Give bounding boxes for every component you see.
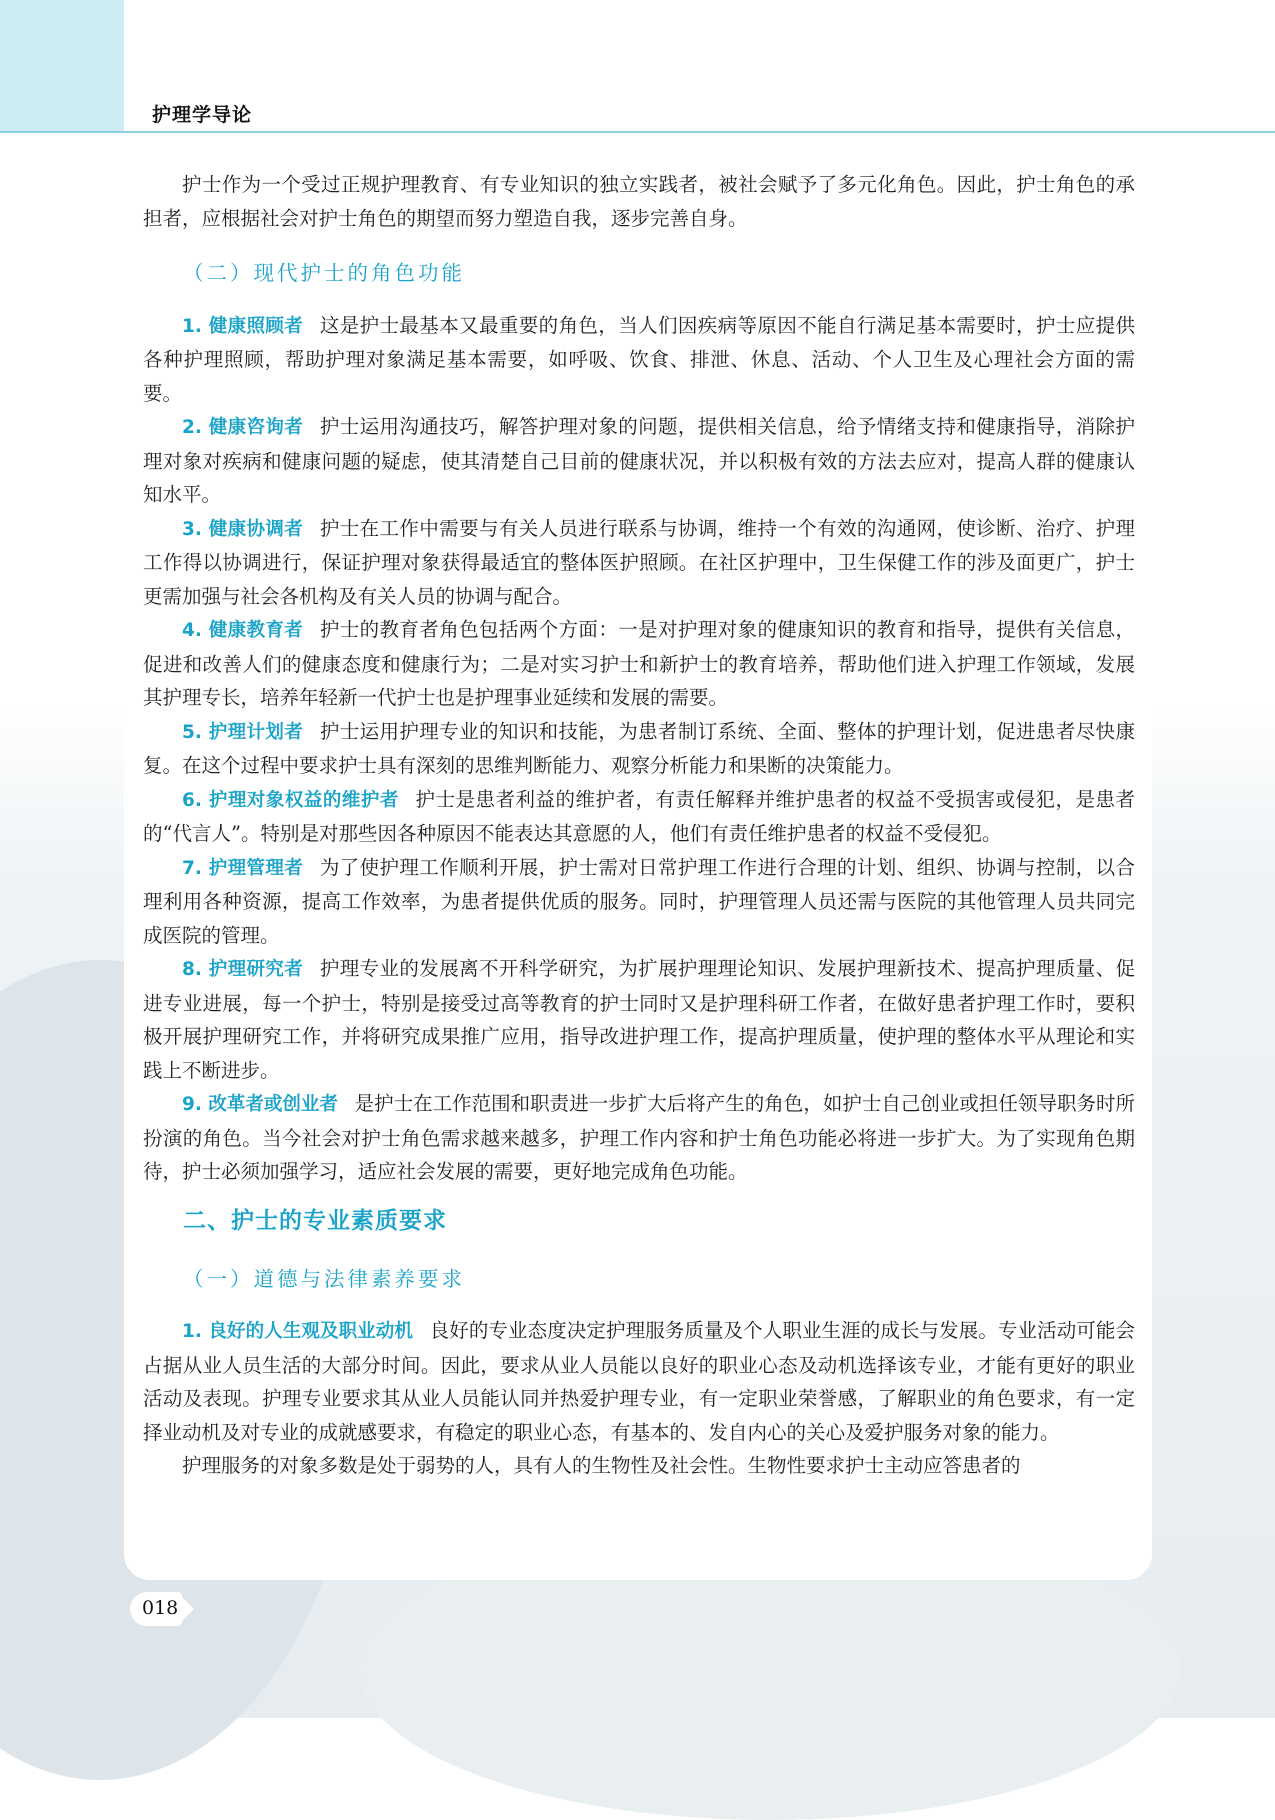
role-item-text: 护士在工作中需要与有关人员进行联系与协调，维持一个有效的沟通网，使诊断、治疗、护理工作得以协调进行，保证护理对象获得最适宜的整体医护照顾。在社区护理中，卫生保健工作的涉及面更广，护士更需加强与社会各机构及有关人员的协调与配合。 <box>143 516 1135 608</box>
role-item-text: 是护士在工作范围和职责进一步扩大后将产生的角色，如护士自己创业或担任领导职务时所扮演的角色。当今社会对护士角色需求越来越多，护理工作内容和护士角色功能必将进一步扩大。为了实现角色期待，护士必须加强学习，适应社会发展的需要，更好地完成角色功能。 <box>143 1092 1135 1183</box>
role-item-text: 护士是患者利益的维护者，有责任解释并维护患者的权益不受损害或侵犯，是患者的“代言人”。特别是对那些因各种原因不能表达其意愿的人，他们有责任维护患者的权益不受侵犯。 <box>143 787 1135 845</box>
ethics-item-1 <box>143 1314 1135 1449</box>
role-item-title: 5. 护理计划者 <box>182 721 304 743</box>
running-header-book-title: 护理学导论 <box>152 104 253 126</box>
role-item-8 <box>143 952 1135 1087</box>
role-item-3 <box>143 512 1135 614</box>
role-item-title: 3. 健康协调者 <box>182 518 304 540</box>
role-item-title: 9. 改革者或创业者 <box>182 1094 338 1115</box>
role-item-text: 护士的教育者角色包括两个方面：一是对护理对象的健康知识的教育和指导，提供有关信息，促进和改善人们的健康态度和健康行为；二是对实习护士和新护士的教育培养，帮助他们进入护理工作领域，发展其护理专长，培养年轻新一代护士也是护理事业延续和发展的需要。 <box>143 618 1135 709</box>
role-item-1 <box>143 309 1135 411</box>
page-number: 018 <box>142 1597 179 1619</box>
ethics-item-title: 1. 良好的人生观及职业动机 <box>182 1321 413 1342</box>
role-item-text: 护理专业的发展离不开科学研究，为扩展护理理论知识、发展护理新技术、提高护理质量、促进专业进展，每一个护士，特别是接受过高等教育的护士同时又是护理科研工作者，在做好患者护理工作时，要积极开展护理研究工作，并将研究成果推广应用，指导改进护理工作，提高护理质量，使护理的整体水平从理论和实践上不断进步。 <box>143 957 1135 1082</box>
role-item-title: 4. 健康教育者 <box>182 620 304 641</box>
role-item-text: 为了使护理工作顺利开展，护士需对日常护理工作进行合理的计划、组织、协调与控制，以合理利用各种资源，提高工作效率，为患者提供优质的服务。同时，护理管理人员还需与医院的其他管理人员共同完成医院的管理。 <box>143 855 1135 947</box>
role-item-7 <box>143 851 1135 953</box>
section-heading-professional-quality: 二、护士的专业素质要求 <box>183 1207 447 1234</box>
role-item-4 <box>143 613 1135 715</box>
subsection-heading-ethics: （一）道德与法律素养要求 <box>183 1266 465 1291</box>
role-item-text: 护士运用沟通技巧，解答护理对象的问题，提供相关信息，给予情绪支持和健康指导，消除护理对象对疾病和健康问题的疑虑，使其清楚自己目前的健康状况，并以积极有效的方法去应对，提高人群的健康认知水平。 <box>143 415 1135 506</box>
ethics-paragraph-2: 护理服务的对象多数是处于弱势的人，具有人的生物性及社会性。生物性要求护士主动应答患者的 <box>182 1454 1021 1477</box>
role-item-title: 1. 健康照顾者 <box>182 315 304 337</box>
role-item-title: 6. 护理对象权益的维护者 <box>182 789 399 811</box>
ethics-item-text: 良好的专业态度决定护理服务质量及个人职业生涯的成长与发展。专业活动可能会占据从业人员生活的大部分时间。因此，要求从业人员能以良好的职业心态及动机选择该专业，才能有更好的职业活动及表现。护理专业要求其从业人员能认同并热爱护理专业，有一定职业荣誉感，了解职业的角色要求，有一定择业动机及对专业的成就感要求，有稳定的职业心态，有基本的、发自内心的关心及爱护服务对象的能力。 <box>143 1319 1135 1444</box>
role-item-text: 这是护士最基本又最重要的角色，当人们因疾病等原因不能自行满足基本需要时，护士应提供各种护理照顾，帮助护理对象满足基本需要，如呼吸、饮食、排泄、休息、活动、个人卫生及心理社会方面的需要。 <box>143 313 1135 405</box>
page-body <box>143 168 1135 1483</box>
role-item-2 <box>143 410 1135 512</box>
header-color-tab <box>0 0 124 132</box>
role-item-5 <box>143 715 1135 783</box>
role-item-title: 2. 健康咨询者 <box>182 417 304 438</box>
role-item-6 <box>143 783 1135 851</box>
role-item-title: 8. 护理研究者 <box>182 959 304 980</box>
intro-paragraph: 护士作为一个受过正规护理教育、有专业知识的独立实践者，被社会赋予了多元化角色。因此，护士角色的承担者，应根据社会对护士角色的期望而努力塑造自我，逐步完善自身。 <box>143 173 1135 230</box>
subsection-heading-roles: （二）现代护士的角色功能 <box>183 261 465 285</box>
role-item-text: 护士运用护理专业的知识和技能，为患者制订系统、全面、整体的护理计划，促进患者尽快康复。在这个过程中要求护士具有深刻的思维判断能力、观察分析能力和果断的决策能力。 <box>143 719 1135 777</box>
role-item-title: 7. 护理管理者 <box>182 857 304 879</box>
role-item-9 <box>143 1087 1135 1189</box>
